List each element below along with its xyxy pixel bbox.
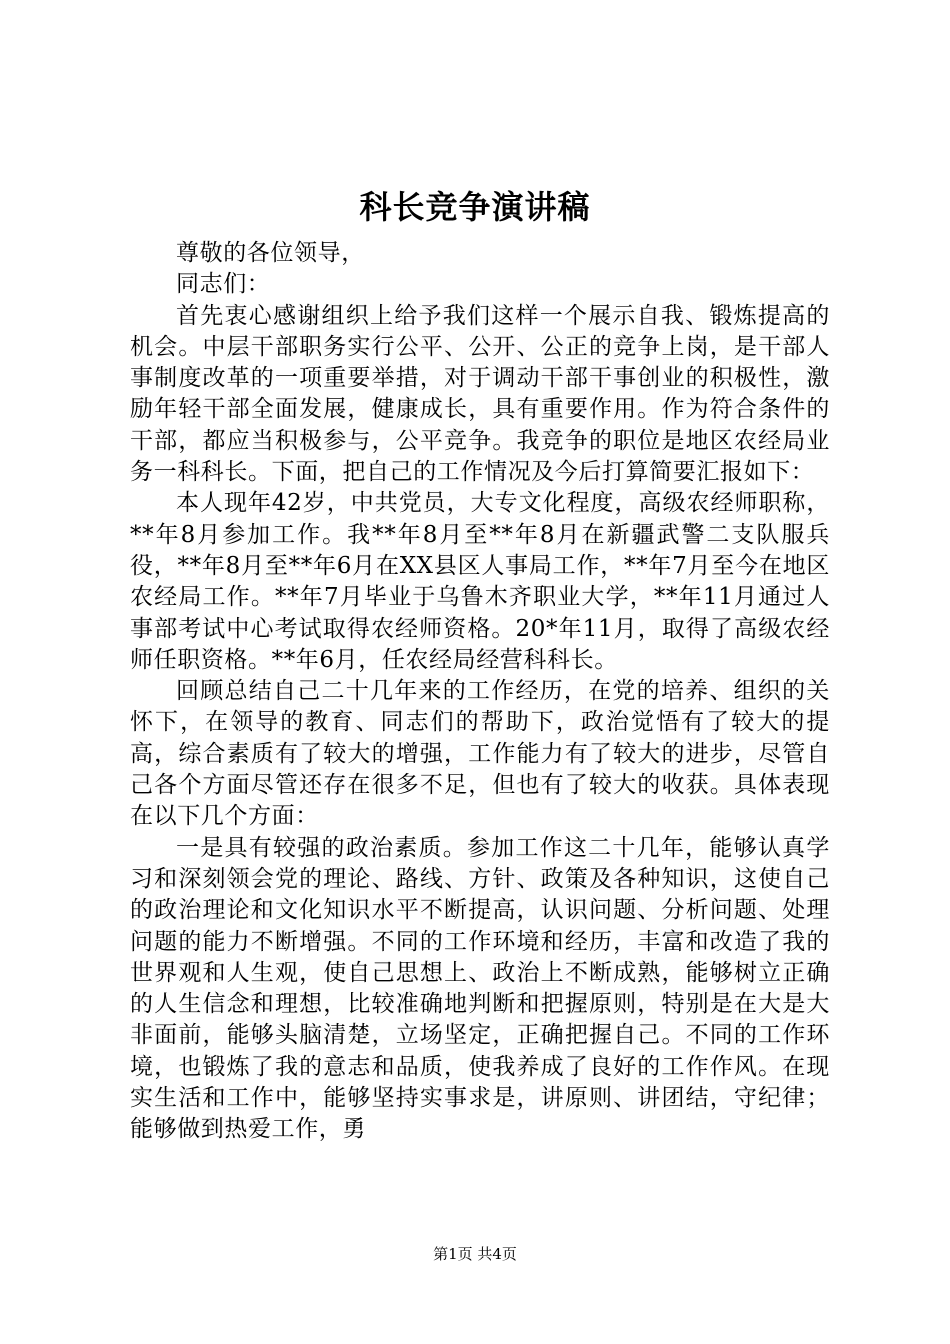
paragraph-introduction: 首先衷心感谢组织上给予我们这样一个展示自我、锻炼提高的机会。中层干部职务实行公平、公开、公正的竞争上岗，是干部人事制度改革的一项重要举措，对于调动干部干事创业的积极性，激励年轻干部全面发展，健康成长，具有重要作用。作为符合条件的干部，都应当积极参与，公平竞争。我竞争的职位是地区农经局业务一科科长。下面，把自己的工作情况及今后打算简要汇报如下： — [130, 302, 830, 486]
paragraph-political-quality: 一是具有较强的政治素质。参加工作这二十几年，能够认真学习和深刻领会党的理论、路线、方针、政策及各种知识，这使自己的政治理论和文化知识水平不断提高，认识问题、分析问题、处理问题的能力不断增强。不同的工作环境和经历，丰富和改造了我的世界观和人生观，使自己思想上、政治上不断成熟，能够树立正确的人生信念和理想，比较准确地判断和把握原则，特别是在大是大非面前，能够头脑清楚，立场坚定，正确把握自己。不同的工作环境，也锻炼了我的意志和品质，使我养成了良好的工作作风。在现实生活和工作中，能够坚持实事求是，讲原则、讲团结，守纪律；能够做到热爱工作，勇 — [130, 834, 830, 1143]
paragraph-review: 回顾总结自己二十几年来的工作经历，在党的培养、组织的关怀下，在领导的教育、同志们的帮助下，政治觉悟有了较大的提高，综合素质有了较大的增强，工作能力有了较大的进步，尽管自己各个方面尽管还存在很多不足，但也有了较大的收获。具体表现在以下几个方面： — [130, 678, 830, 830]
document-title: 科长竞争演讲稿 — [359, 188, 591, 226]
salutation-leaders: 尊敬的各位领导， — [176, 240, 365, 266]
paragraph-personal-background: 本人现年42岁，中共党员，大专文化程度，高级农经师职称，**年8月参加工作。我**年8月至**年8月在新疆武警二支队服兵役，**年8月至**年6月在XX县区人事局工作，**年7月至今在地区农经局工作。**年7月毕业于乌鲁木齐职业大学，**年11月通过人事部考试中心考试取得农经师资格。20*年11月，取得了高级农经师任职资格。**年6月，任农经局经营科科长。 — [130, 490, 830, 673]
document-body — [130, 238, 830, 1146]
salutation-comrades: 同志们： — [176, 271, 271, 298]
page-footer: 第1页 共4页 — [433, 1245, 517, 1263]
